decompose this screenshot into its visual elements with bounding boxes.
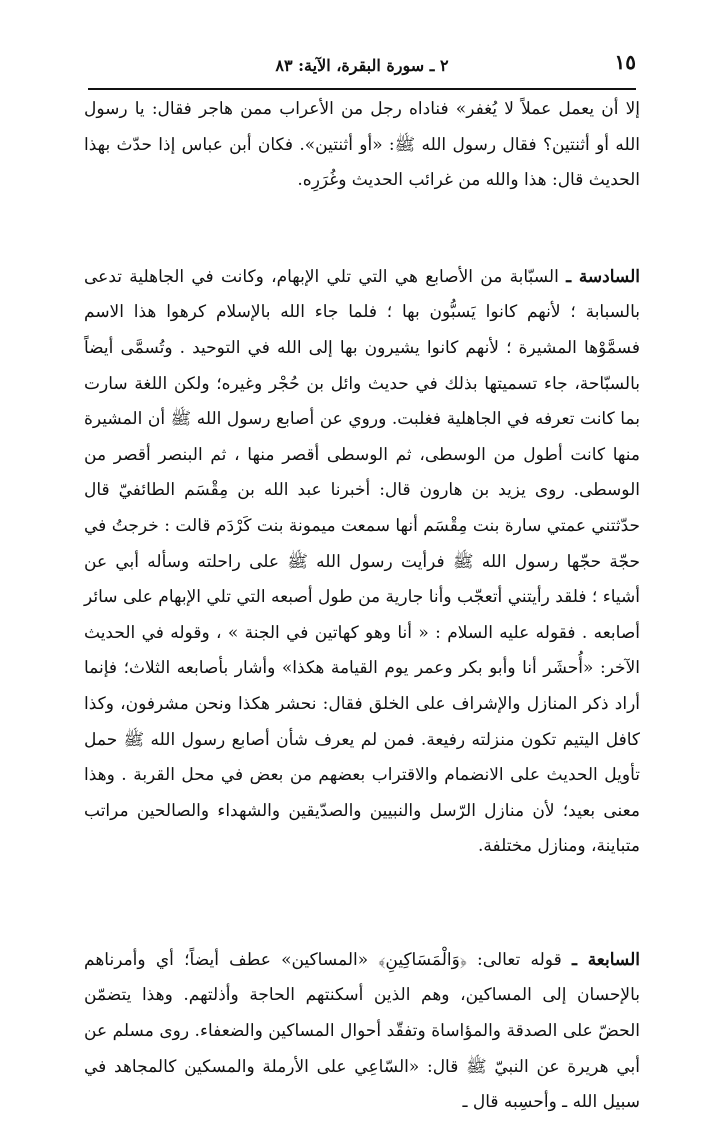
page-number: ١٥ <box>614 50 636 74</box>
running-title: ٢ ـ سورة البقرة، الآية: ٨٣ <box>275 56 449 75</box>
page-body <box>84 92 640 1121</box>
page-header <box>88 48 636 90</box>
paragraph-text: إلا أن يعمل عملاً لا يُغفر» فناداه رجل من الأعراب ممن هاجر فقال: يا رسول الله أو أثنتين؟ فقال رسول الله ﷺ: «أو أثنتين». فكان أبن عباس إذا حدّث بهذا الحديث قال: هذا والله من غرائب الحديث وغُرَرِه. <box>84 99 640 191</box>
paragraph-lead: السادسة ـ <box>566 266 640 287</box>
paragraph-text: قوله تعالى: ﴿وَالْمَسَاكِينِ﴾ «المساكين» عطف أيضاً؛ أي وأمرناهم بالإحسان إلى المساكين، وهم الذين أسكنتهم الحاجة وأذلتهم. وهذا يتضمّن الحضّ على الصدقة والمؤاساة وتفقّد أحوال المساكين والضعفاء. روى مسلم عن أبي هريرة عن النبيّ ﷺ قال: «السّاعِي على الأرملة والمسكين كالمجاهد في سبيل الله ـ وأحسِبه قال ـ <box>84 949 640 1113</box>
paragraph-lead: السابعة ـ <box>571 949 640 970</box>
paragraph-continuation <box>84 92 640 199</box>
paragraph-seventh <box>84 943 640 1121</box>
paragraph-sixth <box>84 260 640 865</box>
paragraph-text: السبّابة من الأصابع هي التي تلي الإبهام، وكانت في الجاهلية تدعى بالسبابة ؛ لأنهم كانوا يَسبُّون بها ؛ فلما جاء الله بالإسلام كرهوا هذا الاسم فسمَّوْها المشيرة ؛ لأنهم كانوا يشيرون بها إلى الله في التوحيد . وتُسمَّى أيضاً بالسبّاحة، جاء تسميتها بذلك في حديث وائل بن حُجْر وغيره؛ ولكن اللغة سارت بما كانت تعرفه في الجاهلية فغلبت. وروي عن أصابع رسول الله ﷺ أن المشيرة منها كانت أطول من الوسطى، ثم الوسطى أقصر منها ، ثم البنصر أقصر من الوسطى. روى يزيد بن هارون قال: أخبرنا عبد الله بن مِقْسَم الطائفيّ قال حدّثتني عمتي سارة بنت مِقْسَم أنها سمعت ميمونة بنت كَرْدَم قالت : خرجتُ في حجّة حجّها رسول الله ﷺ فرأيت رسول الله ﷺ على راحلته وسأله أبي عن أشياء ؛ فلقد رأيتني أتعجّب وأنا جارية من طول أصبعه التي تلي الإبهام على سائر أصابعه . فقوله عليه السلام : « أنا وهو كهاتين في الجنة » ، وقوله في الحديث الآخر: «أُحشَر أنا وأبو بكر وعمر يوم القيامة هكذا» وأشار بأصابعه الثلاث؛ فإنما أراد ذكر المنازل والإشراف على الخلق فقال: نحشر هكذا ونحن مشرفون، وكذا كافل اليتيم تكون منزلته رفيعة. فمن لم يعرف شأن أصابع رسول الله ﷺ حمل تأويل الحديث على الانضمام والاقتراب بعضهم من بعض في محل القربة . وهذا معنى بعيد؛ لأن منازل الرّسل والنبيين والصدّيقين والشهداء والصالحين مراتب متباينة، ومنازل مختلفة. <box>84 266 640 857</box>
